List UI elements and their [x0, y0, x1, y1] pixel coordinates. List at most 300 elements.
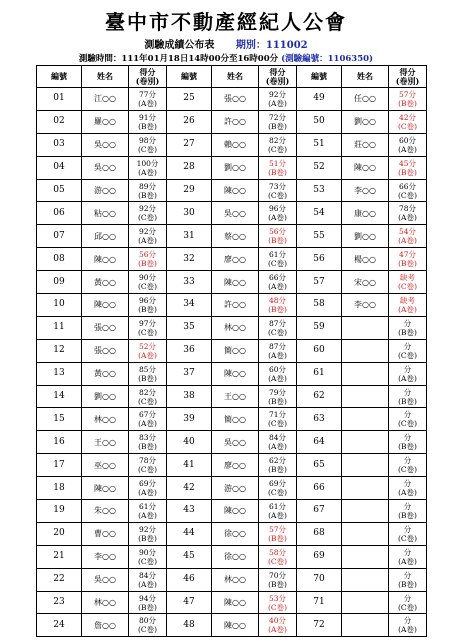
paper-type: (B卷)	[138, 373, 157, 383]
cell-number: 56	[297, 248, 342, 271]
cell-number: 38	[167, 385, 212, 408]
cell-number: 22	[37, 568, 82, 591]
cell-number: 69	[297, 545, 342, 568]
cell-name: 詹○○	[82, 614, 129, 637]
cell-name: 邱○○	[82, 225, 129, 248]
score-value: 77分	[138, 89, 157, 99]
cell-name: 陳○○	[212, 591, 259, 614]
score-value: 79分	[268, 387, 287, 397]
paper-type: (C卷)	[137, 213, 158, 223]
score-value: 缺考	[400, 273, 415, 283]
cell-score	[259, 431, 297, 454]
cell-name: 賴○○	[212, 133, 259, 156]
cell-score	[389, 339, 427, 362]
cell-name	[342, 454, 389, 477]
cell-name: 吳○○	[82, 156, 129, 179]
score-value: 分	[403, 593, 412, 603]
cell-name: 粘○○	[82, 202, 129, 225]
cell-score	[129, 179, 167, 202]
cell-number: 43	[167, 500, 212, 523]
cell-number: 17	[37, 454, 82, 477]
score-value: 分	[403, 547, 412, 557]
cell-name	[342, 477, 389, 500]
score-value: 87分	[268, 341, 287, 351]
table-row	[37, 179, 427, 202]
paper-type: (A卷)	[138, 350, 157, 360]
cell-score	[389, 316, 427, 339]
paper-type: (C卷)	[397, 533, 418, 543]
score-value: 96分	[138, 295, 157, 305]
score-value: 84分	[268, 433, 287, 443]
cell-number: 57	[297, 271, 342, 294]
cell-score	[389, 385, 427, 408]
cell-score	[129, 271, 167, 294]
cell-number: 42	[167, 477, 212, 500]
cell-number: 50	[297, 110, 342, 133]
score-value: 69分	[268, 479, 287, 489]
cell-name: 巫○○	[82, 454, 129, 477]
paper-type: (B卷)	[138, 121, 157, 131]
table-row	[37, 339, 427, 362]
paper-type: (B卷)	[398, 579, 417, 589]
cell-number: 61	[297, 362, 342, 385]
cell-number: 18	[37, 477, 82, 500]
score-value: 52分	[138, 341, 157, 351]
cell-score	[129, 362, 167, 385]
cell-name: 廖○○	[212, 248, 259, 271]
cell-number: 45	[167, 545, 212, 568]
score-value: 分	[403, 433, 412, 443]
cell-number: 49	[297, 88, 342, 111]
cell-number: 32	[167, 248, 212, 271]
score-value: 92分	[138, 227, 157, 237]
cell-score	[129, 545, 167, 568]
score-value: 缺考	[400, 295, 415, 305]
cell-number: 16	[37, 431, 82, 454]
paper-type: (C卷)	[137, 556, 158, 566]
cell-name: 曹○○	[82, 522, 129, 545]
cell-score	[389, 591, 427, 614]
cell-name: 陳○○	[82, 248, 129, 271]
score-value: 分	[403, 616, 412, 626]
paper-type: (B卷)	[398, 98, 417, 108]
cell-number: 08	[37, 248, 82, 271]
cell-name	[342, 500, 389, 523]
paper-type: (B卷)	[268, 579, 287, 589]
paper-type: (C卷)	[137, 625, 158, 635]
header-no: 編號	[297, 66, 342, 88]
cell-score	[259, 477, 297, 500]
cell-number: 15	[37, 408, 82, 431]
score-value: 56分	[138, 250, 157, 260]
exam-time-text: 測驗時間：111年01月18日14時00分至16時00分	[78, 54, 279, 64]
cell-name: 游○○	[82, 179, 129, 202]
paper-type: (C卷)	[267, 144, 288, 154]
paper-type: (B卷)	[398, 442, 417, 452]
score-value: 分	[403, 570, 412, 580]
cell-name: 劉○○	[212, 156, 259, 179]
score-value: 90分	[138, 547, 157, 557]
cell-number: 33	[167, 271, 212, 294]
header-score	[129, 66, 167, 88]
table-row	[37, 614, 427, 637]
cell-score	[259, 133, 297, 156]
header-score-label: 得分	[269, 66, 286, 77]
cell-number: 59	[297, 316, 342, 339]
cell-name: 蔡○○	[212, 225, 259, 248]
cell-name	[342, 385, 389, 408]
cell-number: 29	[167, 179, 212, 202]
cell-number: 04	[37, 156, 82, 179]
score-value: 分	[403, 341, 412, 351]
paper-type: (A卷)	[398, 373, 417, 383]
score-value: 分	[403, 364, 412, 374]
score-value: 87分	[268, 318, 287, 328]
paper-type: (C卷)	[137, 465, 158, 475]
score-value: 57分	[398, 89, 417, 99]
cell-number: 66	[297, 477, 342, 500]
score-value: 92分	[138, 204, 157, 214]
paper-type: (C卷)	[267, 556, 288, 566]
cell-number: 23	[37, 591, 82, 614]
score-value: 61分	[138, 501, 157, 511]
table-body	[37, 88, 427, 637]
cell-name	[342, 545, 389, 568]
cell-score	[389, 271, 427, 294]
cell-number: 21	[37, 545, 82, 568]
header-score-sub: (卷別)	[395, 75, 420, 86]
score-value: 62分	[268, 456, 287, 466]
header-score-label: 得分	[139, 66, 156, 77]
score-value: 分	[403, 524, 412, 534]
paper-type: (C卷)	[137, 327, 158, 337]
score-value: 85分	[138, 364, 157, 374]
paper-type: (B卷)	[268, 533, 287, 543]
cell-score	[259, 522, 297, 545]
cell-name: 陳○○	[212, 500, 259, 523]
paper-type: (B卷)	[138, 304, 157, 314]
paper-type: (B卷)	[138, 533, 157, 543]
paper-type: (C卷)	[137, 396, 158, 406]
cell-score	[129, 431, 167, 454]
table-row	[37, 454, 427, 477]
paper-type: (A卷)	[398, 236, 417, 246]
paper-type: (A卷)	[138, 510, 157, 520]
cell-number: 26	[167, 110, 212, 133]
cell-score	[129, 294, 167, 317]
score-value: 94分	[138, 593, 157, 603]
paper-type: (B卷)	[138, 602, 157, 612]
cell-score	[129, 477, 167, 500]
score-value: 91分	[138, 112, 157, 122]
cell-name: 劉○○	[342, 225, 389, 248]
cell-score	[259, 316, 297, 339]
cell-score	[259, 362, 297, 385]
cell-number: 65	[297, 454, 342, 477]
cell-name: 黃○○	[82, 271, 129, 294]
cell-number: 31	[167, 225, 212, 248]
cell-name: 任○○	[342, 88, 389, 111]
score-value: 53分	[268, 593, 287, 603]
paper-type: (B卷)	[138, 442, 157, 452]
cell-score	[259, 568, 297, 591]
header-score-label: 得分	[399, 66, 416, 77]
cell-score	[389, 202, 427, 225]
paper-type: (A卷)	[138, 167, 157, 177]
cell-number: 10	[37, 294, 82, 317]
cell-number: 53	[297, 179, 342, 202]
cell-score	[389, 545, 427, 568]
cell-name: 許○○	[212, 110, 259, 133]
paper-type: (A卷)	[268, 510, 287, 520]
cell-score	[389, 133, 427, 156]
cell-name: 楊○○	[342, 248, 389, 271]
paper-type: (A卷)	[398, 556, 417, 566]
paper-type: (A卷)	[398, 304, 417, 314]
paper-type: (C卷)	[267, 259, 288, 269]
cell-name	[342, 614, 389, 637]
cell-score	[259, 156, 297, 179]
table-row	[37, 500, 427, 523]
score-value: 66分	[268, 273, 287, 283]
paper-type: (A卷)	[398, 213, 417, 223]
paper-type: (B卷)	[268, 236, 287, 246]
cell-name	[342, 316, 389, 339]
paper-type: (B卷)	[398, 327, 417, 337]
score-value: 70分	[268, 570, 287, 580]
header-name: 姓名	[212, 66, 259, 88]
cell-name: 劉○○	[342, 110, 389, 133]
cell-name: 朱○○	[82, 500, 129, 523]
cell-name: 陳○○	[212, 179, 259, 202]
subtitle-text: 測驗成績公布表	[144, 40, 215, 51]
paper-type: (A卷)	[268, 350, 287, 360]
cell-score	[389, 362, 427, 385]
cell-score	[259, 545, 297, 568]
score-value: 96分	[268, 204, 287, 214]
cell-name: 吳○○	[82, 133, 129, 156]
score-value: 98分	[138, 135, 157, 145]
score-value: 48分	[268, 295, 287, 305]
cell-number: 72	[297, 614, 342, 637]
cell-score	[389, 225, 427, 248]
score-table	[36, 65, 427, 637]
table-row	[37, 545, 427, 568]
score-value: 分	[403, 456, 412, 466]
cell-name	[342, 431, 389, 454]
table-row	[37, 362, 427, 385]
header-score-sub: (卷別)	[265, 75, 290, 86]
header-score-sub: (卷別)	[135, 75, 160, 86]
cell-name: 陳○○	[342, 156, 389, 179]
cell-number: 03	[37, 133, 82, 156]
cell-score	[129, 110, 167, 133]
cell-score	[389, 88, 427, 111]
cell-name: 吳○○	[212, 431, 259, 454]
cell-name	[342, 339, 389, 362]
cell-number: 05	[37, 179, 82, 202]
cell-name: 許○○	[212, 294, 259, 317]
score-value: 80分	[138, 616, 157, 626]
cell-number: 02	[37, 110, 82, 133]
score-value: 56分	[268, 227, 287, 237]
cell-name: 簡○○	[212, 408, 259, 431]
score-value: 71分	[268, 410, 287, 420]
paper-type: (C卷)	[397, 465, 418, 475]
score-value: 58分	[268, 547, 287, 557]
cell-name: 林○○	[212, 316, 259, 339]
cell-score	[259, 294, 297, 317]
cell-score	[259, 500, 297, 523]
cell-score	[129, 591, 167, 614]
paper-type: (C卷)	[137, 144, 158, 154]
table-row	[37, 477, 427, 500]
paper-type: (B卷)	[398, 167, 417, 177]
cell-score	[129, 248, 167, 271]
cell-number: 14	[37, 385, 82, 408]
score-value: 92分	[268, 89, 287, 99]
header-score	[389, 66, 427, 88]
cell-number: 24	[37, 614, 82, 637]
cell-score	[129, 133, 167, 156]
paper-type: (A卷)	[138, 488, 157, 498]
cell-number: 28	[167, 156, 212, 179]
score-value: 45分	[398, 158, 417, 168]
score-value: 100分	[136, 158, 159, 168]
paper-type: (A卷)	[268, 282, 287, 292]
cell-score	[259, 339, 297, 362]
cell-number: 19	[37, 500, 82, 523]
cell-score	[389, 408, 427, 431]
cell-score	[259, 202, 297, 225]
cell-number: 62	[297, 385, 342, 408]
cell-name: 黃○○	[82, 362, 129, 385]
paper-type: (C卷)	[267, 327, 288, 337]
table-row	[37, 271, 427, 294]
score-value: 40分	[268, 616, 287, 626]
cell-number: 12	[37, 339, 82, 362]
score-value: 57分	[268, 524, 287, 534]
cell-score	[389, 294, 427, 317]
batch-label: 期別：111002	[235, 40, 308, 51]
cell-score	[129, 500, 167, 523]
score-value: 78分	[398, 204, 417, 214]
table-row	[37, 568, 427, 591]
cell-name: 簡○○	[212, 339, 259, 362]
table-row	[37, 202, 427, 225]
cell-name: 李○○	[342, 179, 389, 202]
score-value: 83分	[138, 433, 157, 443]
score-value: 分	[403, 318, 412, 328]
cell-number: 58	[297, 294, 342, 317]
table-row	[37, 156, 427, 179]
exam-time	[0, 52, 452, 64]
paper-type: (B卷)	[138, 190, 157, 200]
cell-number: 68	[297, 522, 342, 545]
cell-name: 吳○○	[82, 568, 129, 591]
score-value: 97分	[138, 318, 157, 328]
paper-type: (A卷)	[268, 98, 287, 108]
score-value: 67分	[138, 410, 157, 420]
cell-number: 47	[167, 591, 212, 614]
cell-number: 01	[37, 88, 82, 111]
paper-type: (A卷)	[398, 625, 417, 635]
table-header-row	[37, 66, 427, 88]
score-value: 42分	[398, 112, 417, 122]
cell-score	[129, 202, 167, 225]
header-no: 編號	[167, 66, 212, 88]
paper-type: (C卷)	[397, 121, 418, 131]
cell-name: 康○○	[342, 202, 389, 225]
score-value: 73分	[268, 181, 287, 191]
cell-score	[389, 110, 427, 133]
paper-type: (A卷)	[398, 488, 417, 498]
cell-name: 吳○○	[212, 202, 259, 225]
cell-name: 陳○○	[82, 294, 129, 317]
cell-name: 林○○	[82, 408, 129, 431]
cell-name	[342, 408, 389, 431]
cell-name: 莊○○	[342, 133, 389, 156]
cell-name: 廖○○	[212, 454, 259, 477]
cell-name: 陳○○	[82, 477, 129, 500]
header-name: 姓名	[82, 66, 129, 88]
cell-number: 06	[37, 202, 82, 225]
cell-score	[129, 614, 167, 637]
cell-score	[129, 408, 167, 431]
table-row	[37, 225, 427, 248]
cell-name: 陳○○	[212, 362, 259, 385]
paper-type: (B卷)	[138, 259, 157, 269]
cell-score	[259, 454, 297, 477]
table-row	[37, 133, 427, 156]
score-value: 分	[403, 387, 412, 397]
cell-number: 40	[167, 431, 212, 454]
cell-score	[259, 88, 297, 111]
score-value: 分	[403, 479, 412, 489]
paper-type: (A卷)	[398, 144, 417, 154]
table-row	[37, 408, 427, 431]
cell-number: 34	[167, 294, 212, 317]
cell-name: 徐○○	[212, 545, 259, 568]
cell-number: 51	[297, 133, 342, 156]
cell-score	[259, 591, 297, 614]
cell-name: 游○○	[212, 477, 259, 500]
score-value: 78分	[138, 456, 157, 466]
score-value: 60分	[268, 364, 287, 374]
cell-number: 71	[297, 591, 342, 614]
cell-score	[389, 522, 427, 545]
paper-type: (B卷)	[268, 465, 287, 475]
table-row	[37, 522, 427, 545]
cell-score	[389, 156, 427, 179]
cell-score	[259, 271, 297, 294]
cell-number: 30	[167, 202, 212, 225]
cell-number: 20	[37, 522, 82, 545]
cell-name: 王○○	[82, 431, 129, 454]
score-value: 54分	[398, 227, 417, 237]
cell-score	[389, 179, 427, 202]
paper-type: (B卷)	[268, 396, 287, 406]
paper-type: (C卷)	[137, 282, 158, 292]
cell-score	[389, 454, 427, 477]
cell-name: 劉○○	[82, 385, 129, 408]
cell-number: 44	[167, 522, 212, 545]
paper-type: (C卷)	[267, 488, 288, 498]
paper-type: (B卷)	[398, 396, 417, 406]
cell-name: 江○○	[82, 88, 129, 111]
score-value: 72分	[268, 112, 287, 122]
score-value: 51分	[268, 158, 287, 168]
